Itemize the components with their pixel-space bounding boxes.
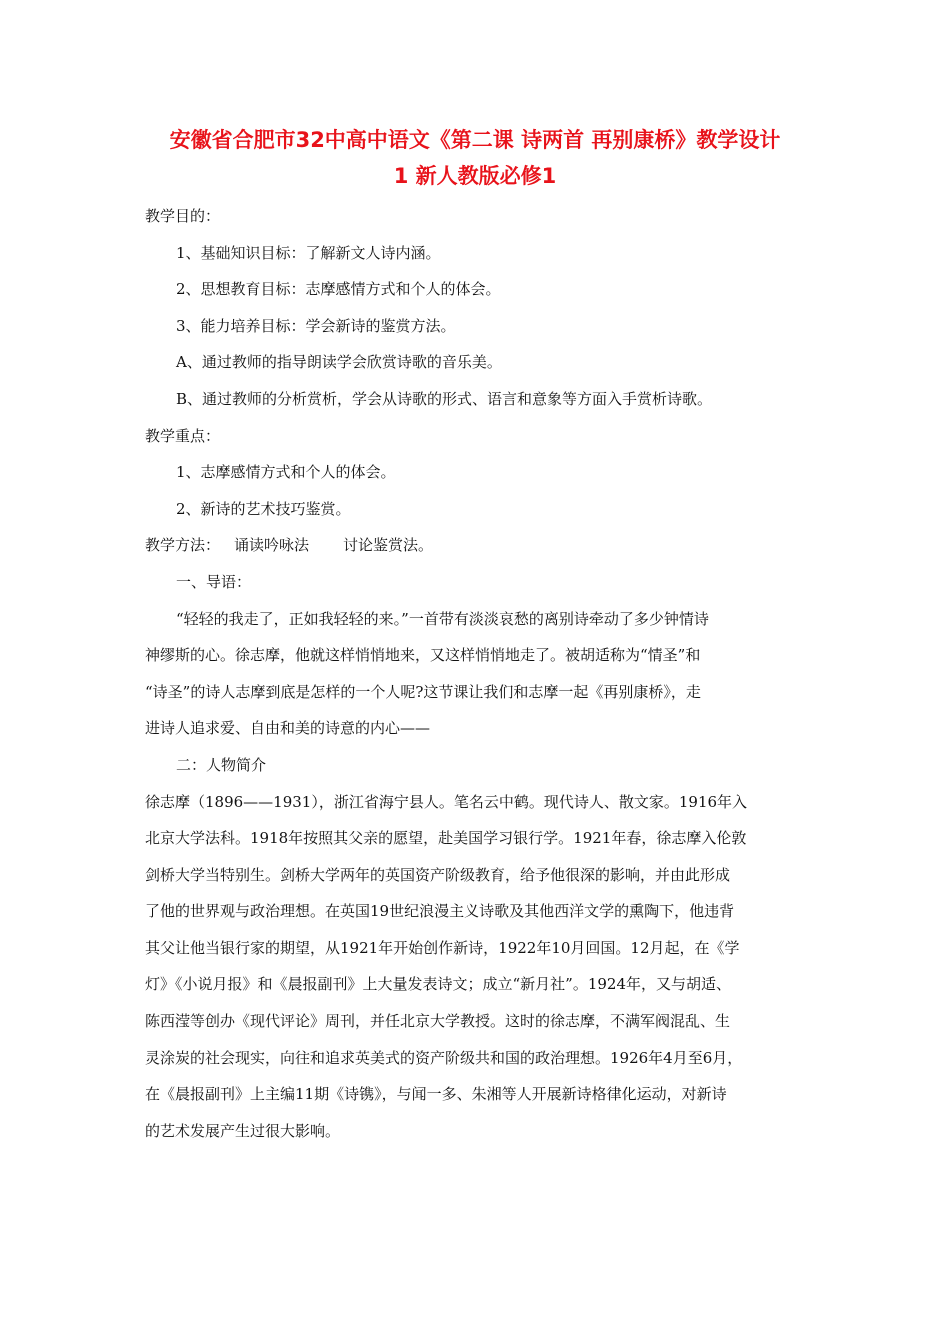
bio-line: 灵涂炭的社会现实，向往和追求英美式的资产阶级共和国的政治理想。1926年4月至6月， bbox=[145, 1048, 743, 1067]
bio-line: 其父让他当银行家的期望，从1921年开始创作新诗，1922年10月回国。12月起，在《学 bbox=[145, 938, 740, 957]
objective-item: 3、能力培养目标：学会新诗的鉴赏方法。 bbox=[176, 316, 456, 335]
keypoints-heading: 教学重点： bbox=[145, 426, 221, 445]
bio-line: 的艺术发展产生过很大影响。 bbox=[145, 1121, 341, 1140]
bio-line: 了他的世界观与政治理想。在英国19世纪浪漫主义诗歌及其他西洋文学的熏陶下，他违背 bbox=[145, 902, 735, 921]
bio-line: 北京大学法科。1918年按照其父亲的愿望，赴美国学习银行学。1921年春，徐志摩入伦敦 bbox=[145, 829, 747, 848]
title-line-2: 1 新人教版必修1 bbox=[393, 164, 557, 188]
intro-line: “轻轻的我走了，正如我轻轻的来。”一首带有淡淡哀愁的离别诗牵动了多少钟情诗 bbox=[176, 609, 709, 628]
methods-line bbox=[145, 527, 825, 564]
objective-item: 1、基础知识目标：了解新文人诗内涵。 bbox=[176, 243, 441, 262]
intro-heading: 一、导语： bbox=[176, 572, 252, 591]
method-reading: 诵读吟咏法 bbox=[234, 536, 310, 555]
bio-heading: 二：人物简介 bbox=[176, 755, 267, 774]
objective-item: A、通过教师的指导朗读学会欣赏诗歌的音乐美。 bbox=[176, 353, 502, 372]
objective-item: 2、思想教育目标：志摩感情方式和个人的体会。 bbox=[176, 280, 501, 299]
bio-line: 剑桥大学当特别生。剑桥大学两年的英国资产阶级教育，给予他很深的影响，并由此形成 bbox=[145, 865, 731, 884]
keypoint-item: 1、志摩感情方式和个人的体会。 bbox=[176, 463, 396, 482]
bio-line: 灯》《小说月报》和《晨报副刊》上大量发表诗文；成立“新月社”。1924年，又与胡适、 bbox=[145, 975, 732, 994]
objective-item: B、通过教师的分析赏析，学会从诗歌的形式、语言和意象等方面入手赏析诗歌。 bbox=[176, 389, 713, 408]
document-title bbox=[0, 122, 950, 194]
bio-line: 陈西滢等创办《现代评论》周刊，并任北京大学教授。这时的徐志摩，不满军阀混乱、生 bbox=[145, 1012, 731, 1031]
intro-line: 神缪斯的心。徐志摩，他就这样悄悄地来，又这样悄悄地走了。被胡适称为“情圣”和 bbox=[145, 646, 701, 665]
methods-heading: 教学方法： bbox=[145, 536, 221, 555]
bio-line: 在《晨报副刊》上主编11期《诗镌》，与闻一多、朱湘等人开展新诗格律化运动，对新诗 bbox=[145, 1085, 727, 1104]
objectives-heading: 教学目的： bbox=[145, 207, 221, 225]
intro-line: 进诗人追求爱、自由和美的诗意的内心—— bbox=[145, 719, 431, 738]
intro-line: “诗圣”的诗人志摩到底是怎样的一个人呢?这节课让我们和志摩一起《再别康桥》，走 bbox=[145, 682, 701, 701]
keypoint-item: 2、新诗的艺术技巧鉴赏。 bbox=[176, 499, 351, 518]
title-line-1: 安徽省合肥市32中高中语文《第二课 诗两首 再别康桥》教学设计 bbox=[169, 128, 781, 152]
document-body bbox=[145, 198, 825, 1149]
method-discussion: 讨论鉴赏法。 bbox=[343, 536, 434, 555]
bio-line: 徐志摩（1896——1931），浙江省海宁县人。笔名云中鹤。现代诗人、散文家。1916年入 bbox=[145, 792, 748, 811]
